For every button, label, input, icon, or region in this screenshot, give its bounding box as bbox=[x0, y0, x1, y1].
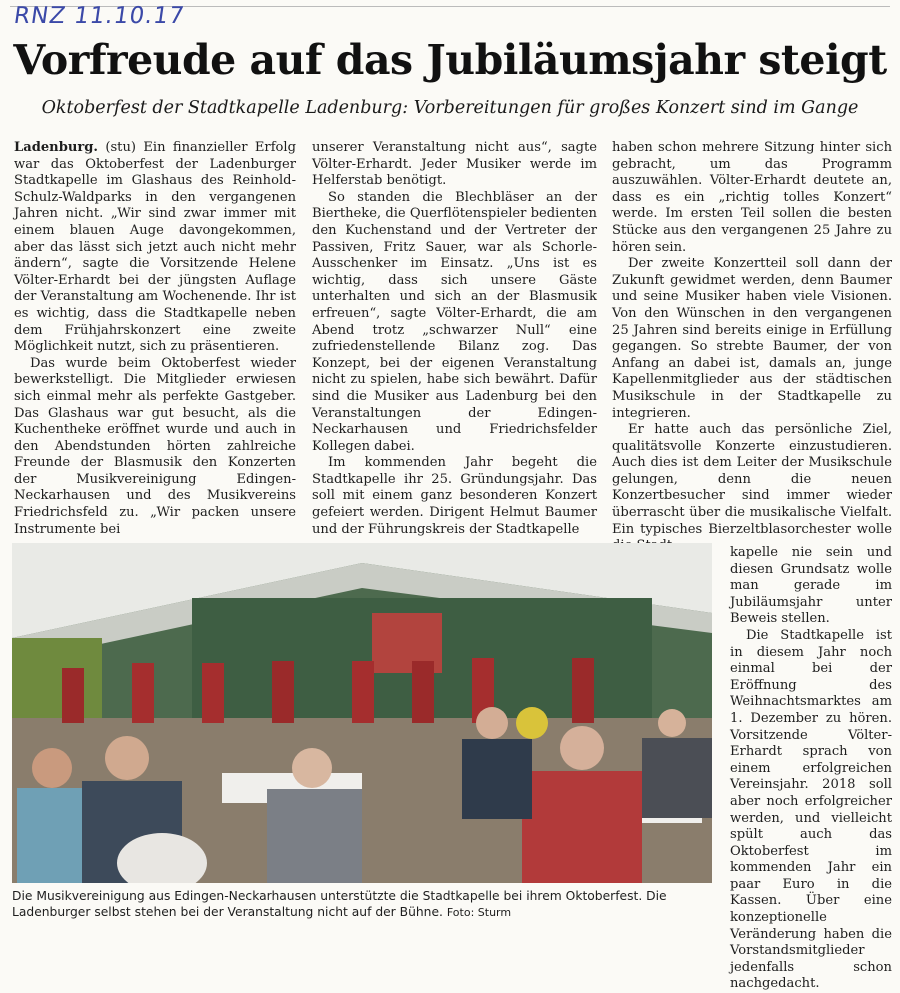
subheadline: Oktoberfest der Stadtkapelle Ladenburg: Vorbereitungen für großes Konzert sind im Gange bbox=[41, 98, 859, 118]
source-stamp: RNZ 11.10.17 bbox=[12, 3, 187, 29]
article-column-3-continued bbox=[730, 545, 892, 993]
article-paragraph: kapelle nie sein und diesen Grundsatz wolle man gerade im Jubiläumsjahr unter Beweis stellen. bbox=[730, 545, 892, 627]
article-paragraph: Der zweite Konzertteil soll dann der Zukunft gewidmet werden, denn Baumer und seine Musiker haben viele Visionen. Von den Wünschen in den vergangenen 25 Jahren sind bereits einige in Erfüllung gegangen. So strebte Baumer, der von Anfang an dabei ist, damals an, junge Kapellenmitglieder aus der städtischen Musikschule in der Stadtkapelle zu integrieren. bbox=[612, 256, 892, 421]
event-photo bbox=[12, 543, 712, 883]
article-paragraph bbox=[14, 140, 296, 356]
photo-caption bbox=[12, 888, 718, 921]
event-photo-illustration bbox=[12, 543, 712, 883]
article-paragraph: Im kommenden Jahr begeht die Stadtkapelle ihr 25. Gründungsjahr. Das soll mit einem ganz besonderen Konzert gefeiert werden. Dirigent Helmut Baumer und der Führungskreis der Stadtkapelle bbox=[312, 455, 597, 537]
flowers bbox=[516, 707, 548, 739]
article-column-1 bbox=[14, 140, 296, 538]
dateline: Ladenburg. bbox=[14, 140, 98, 155]
article-column-2 bbox=[312, 140, 597, 538]
photo-credit: Foto: Sturm bbox=[446, 906, 512, 919]
headline: Vorfreude auf das Jubiläumsjahr steigt bbox=[13, 36, 887, 84]
article-column-3 bbox=[612, 140, 892, 555]
article-paragraph: Die Stadtkapelle ist in diesem Jahr noch einmal bei der Eröffnung des Weihnachtsmarktes am 1. Dezember zu hören. Vorsitzende Völter-Erhardt sprach von einem erfolgreichen Vereinsjahr. 2018 soll aber noch erfolgreicher werden, und vielleicht spült auch das Oktoberfest im kommenden Jahr ein paar Euro in die Kassen. Über eine konzeptionelle Veränderung haben die Vorstandsmitglieder jedenfalls schon nachgedacht. bbox=[730, 627, 892, 992]
article-paragraph: Er hatte auch das persönliche Ziel, qualitätsvolle Konzerte einzustudieren. Auch dies ist dem Leiter der Musikschule gelungen, denn die neuen Konzertbesucher sind immer wieder überrascht über die musikalische Vielfalt. Ein typisches Bierzeltblasorchester wolle bbox=[612, 422, 892, 537]
paragraph-text: (stu) Ein finanzieller Erfolg war das Oktoberfest der Ladenburger Stadtkapelle im Glashaus des Reinhold-Schulz-Waldparks in den vergangenen Jahren nicht. „Wir sind zwar immer mit einem blauen Auge davongekommen, aber das lässt sich jetzt auch nicht mehr ändern“, sagte die Vorsitzende Helene Völter-Erhardt bei der jüngsten Auflage der Veranstaltung am Wochenende. Ihr ist es wichtig, dass die Stadtkapelle neben dem Frühjahrskonzert eine zweite Möglichkeit nutzt, sich zu präsentieren. bbox=[14, 140, 296, 355]
article-paragraph: Das wurde beim Oktoberfest wieder bewerkstelligt. Die Mitglieder erwiesen sich einmal mehr als perfekte Gastgeber. Das Glashaus war gut besucht, als die Kuchentheke eröffnet wurde und auch in den Abendstunden hörten zahlreiche Freunde der Blasmusik den Konzerten der Musikvereinigung Edingen-Neckarhausen und des Musikvereins Friedrichsfeld zu. „Wir packen unsere Instrumente bei bbox=[14, 355, 296, 537]
caption-text: Die Musikvereinigung aus Edingen-Neckarhausen unterstützte die Stadtkapelle bei ihrem Oktoberfest. Die Ladenburger selbst stehen bei der Veranstaltung nicht auf der Bühne. bbox=[12, 889, 667, 919]
article-paragraph: unserer Veranstaltung nicht aus“, sagte Völter-Erhardt. Jeder Musiker werde im Helferstab benötigt. bbox=[312, 140, 597, 189]
article-paragraph: So standen die Blechbläser an der Biertheke, die Querflötenspieler bedienten den Kuchenstand und der Vertreter der Passiven, Fritz Sauer, war als Schorle-Ausschenker im Einsatz. „Uns ist es wichtig, dass sich unsere Gäste unterhalten und sich an der Blasmusik erfreuen“, sagte Völter-Erhardt, die am Abend trotz „schwarzer Null“ eine zufriedenstellende Bilanz zog. Das Konzept, bei der eigenen Veranstaltung nicht zu spielen, habe sich bewährt. Dafür sind die Musiker aus Ladenburg bei den Veranstaltungen der Edingen-Neckarhausen und Friedrichsfelder Kollegen dabei. bbox=[312, 189, 597, 454]
article-paragraph: haben schon mehrere Sitzung hinter sich gebracht, um das Programm auszuwählen. Völter-Erhardt deutete an, dass es ein „richtig tolles Konzert“ werde. Im ersten Teil sollen die besten Stücke aus den vergangenen 25 Jahre zu hören sein. bbox=[612, 140, 892, 255]
